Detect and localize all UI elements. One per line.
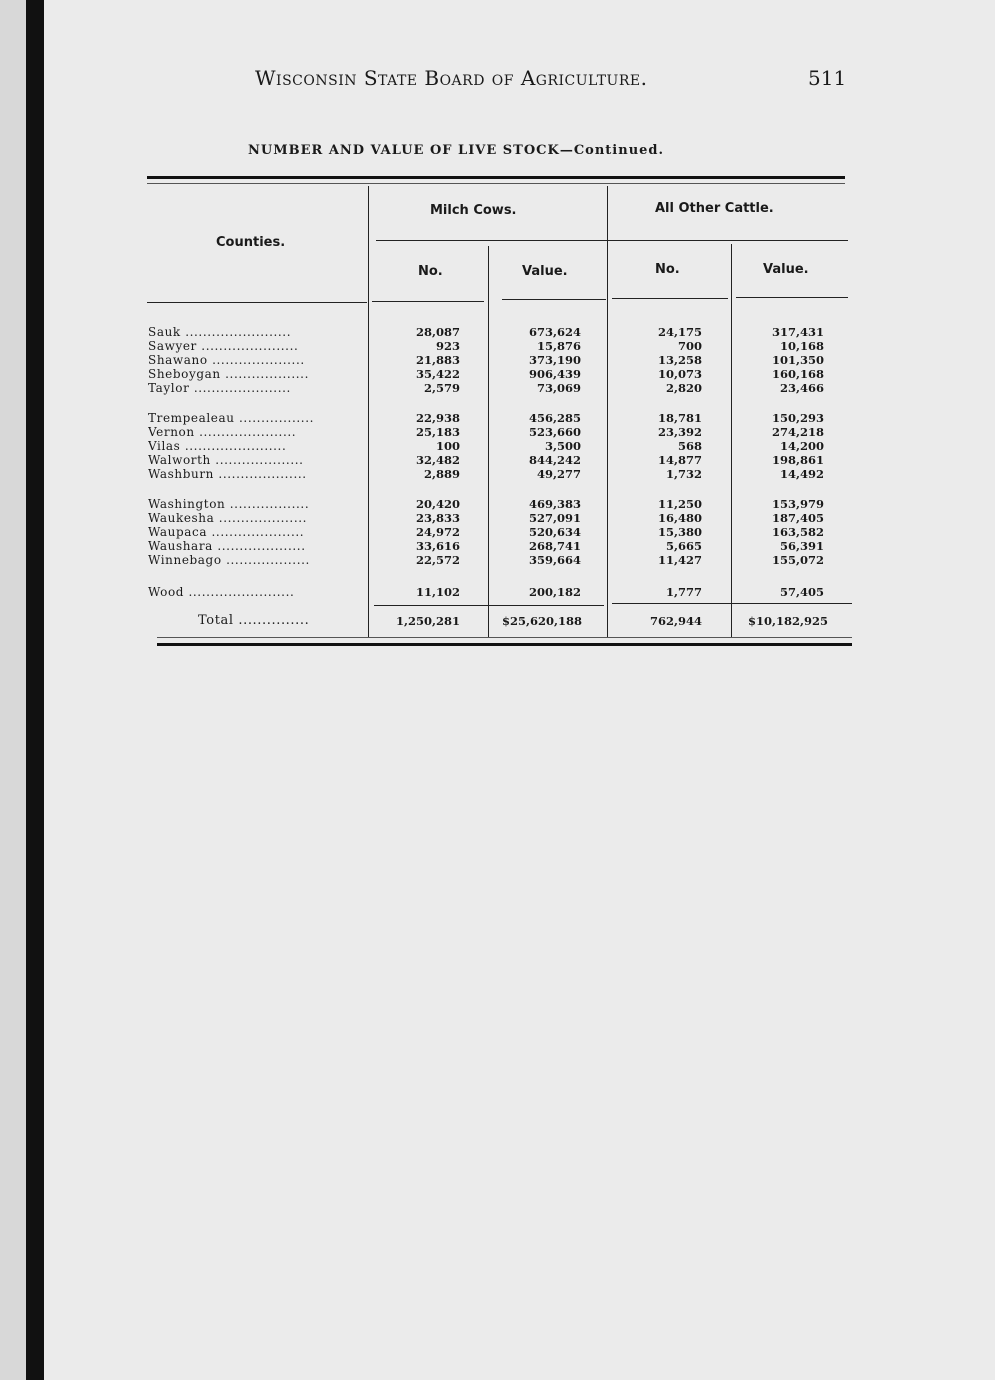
milch-no: 25,183: [415, 425, 460, 439]
county-name: Wood ........................: [148, 585, 295, 599]
milch-no: 11,102: [415, 585, 460, 599]
other-value: 10,168: [779, 339, 824, 353]
county-name: Washington ..................: [148, 497, 310, 511]
header-underline-milch-no: [372, 301, 484, 302]
county-name: Sauk ........................: [148, 325, 292, 339]
milch-no: 23,833: [415, 511, 460, 525]
other-no: 15,380: [657, 525, 702, 539]
county-name: Waushara ....................: [148, 539, 306, 553]
other-value: 317,431: [771, 325, 824, 339]
total-other-no: 762,944: [649, 614, 702, 628]
other-value: 101,350: [771, 353, 824, 367]
header-underline-counties: [147, 302, 367, 303]
county-name: Vernon ......................: [148, 425, 297, 439]
milch-value: 456,285: [528, 411, 581, 425]
header-underline-other-value: [736, 297, 848, 298]
group-underline: [376, 240, 848, 241]
other-no: 13,258: [657, 353, 702, 367]
other-no: 14,877: [657, 453, 702, 467]
other-value: 150,293: [771, 411, 824, 425]
header-milch-no: No.: [418, 264, 443, 279]
county-name: Taylor ......................: [148, 381, 291, 395]
total-milch-value: $25,620,188: [501, 614, 582, 628]
other-value: 56,391: [779, 539, 824, 553]
column-divider-4: [731, 244, 732, 638]
county-name: Walworth ....................: [148, 453, 304, 467]
milch-value: 15,876: [536, 339, 581, 353]
other-value: 198,861: [771, 453, 824, 467]
other-value: 23,466: [779, 381, 824, 395]
other-value: 274,218: [771, 425, 824, 439]
milch-value: 200,182: [528, 585, 581, 599]
milch-value: 520,634: [528, 525, 581, 539]
milch-no: 33,616: [415, 539, 460, 553]
other-value: 14,200: [779, 439, 824, 453]
milch-value: 373,190: [528, 353, 581, 367]
county-name: Sawyer ......................: [148, 339, 299, 353]
other-value: 153,979: [771, 497, 824, 511]
milch-value: 3,500: [544, 439, 581, 453]
other-no: 18,781: [657, 411, 702, 425]
other-no: 24,175: [657, 325, 702, 339]
other-no: 16,480: [657, 511, 702, 525]
milch-value: 73,069: [536, 381, 581, 395]
county-name: Waukesha ....................: [148, 511, 308, 525]
milch-value: 268,741: [528, 539, 581, 553]
milch-value: 49,277: [536, 467, 581, 481]
other-value: 187,405: [771, 511, 824, 525]
other-value: 14,492: [779, 467, 824, 481]
county-name: Shawano .....................: [148, 353, 305, 367]
county-name: Waupaca .....................: [148, 525, 305, 539]
total-other-value: $10,182,925: [747, 614, 828, 628]
other-no: 568: [677, 439, 702, 453]
top-rule: [147, 176, 845, 179]
total-milch-no: 1,250,281: [395, 614, 460, 628]
milch-no: 20,420: [415, 497, 460, 511]
header-counties: Counties.: [216, 235, 286, 250]
column-divider-2: [488, 246, 489, 638]
other-value: 155,072: [771, 553, 824, 567]
county-name: Trempealeau .................: [148, 411, 315, 425]
milch-no: 923: [435, 339, 460, 353]
other-no: 1,777: [665, 585, 702, 599]
milch-value: 844,242: [528, 453, 581, 467]
milch-no: 2,889: [423, 467, 460, 481]
bottom-rule-thin: [157, 637, 852, 638]
page: [44, 0, 995, 1380]
milch-value: 359,664: [528, 553, 581, 567]
total-rule-milch: [374, 605, 604, 606]
bottom-rule: [157, 643, 852, 646]
header-other-cattle: All Other Cattle.: [655, 201, 774, 216]
table-title: NUMBER AND VALUE OF LIVE STOCK—Continued.: [248, 143, 665, 158]
other-value: 160,168: [771, 367, 824, 381]
milch-no: 21,883: [415, 353, 460, 367]
milch-no: 22,938: [415, 411, 460, 425]
county-name: Vilas .......................: [148, 439, 287, 453]
other-value: 57,405: [779, 585, 824, 599]
total-label: Total ...............: [198, 614, 310, 628]
other-no: 11,427: [657, 553, 702, 567]
other-no: 5,665: [665, 539, 702, 553]
milch-no: 100: [435, 439, 460, 453]
other-no: 1,732: [665, 467, 702, 481]
header-milch-value: Value.: [522, 264, 568, 279]
other-no: 11,250: [657, 497, 702, 511]
milch-value: 906,439: [528, 367, 581, 381]
top-rule-thin: [147, 183, 845, 184]
milch-value: 523,660: [528, 425, 581, 439]
county-name: Winnebago ...................: [148, 553, 310, 567]
binding-shadow: [26, 0, 44, 1380]
other-no: 2,820: [665, 381, 702, 395]
milch-no: 32,482: [415, 453, 460, 467]
milch-value: 673,624: [528, 325, 581, 339]
total-rule-other: [612, 603, 852, 604]
county-name: Washburn ....................: [148, 467, 307, 481]
other-no: 10,073: [657, 367, 702, 381]
milch-no: 2,579: [423, 381, 460, 395]
milch-no: 24,972: [415, 525, 460, 539]
running-title: Wisconsin State Board of Agriculture.: [255, 66, 648, 90]
other-no: 700: [677, 339, 702, 353]
milch-no: 28,087: [415, 325, 460, 339]
page-edge: [0, 0, 26, 1380]
page-number: 511: [808, 66, 847, 90]
milch-no: 35,422: [415, 367, 460, 381]
header-underline-milch-value: [502, 299, 606, 300]
header-other-no: No.: [655, 262, 680, 277]
column-divider-3: [607, 186, 608, 638]
header-other-value: Value.: [763, 262, 809, 277]
milch-no: 22,572: [415, 553, 460, 567]
milch-value: 469,383: [528, 497, 581, 511]
other-no: 23,392: [657, 425, 702, 439]
county-name: Sheboygan ...................: [148, 367, 309, 381]
other-value: 163,582: [771, 525, 824, 539]
header-underline-other-no: [612, 298, 728, 299]
milch-value: 527,091: [528, 511, 581, 525]
header-milch-cows: Milch Cows.: [430, 203, 517, 218]
